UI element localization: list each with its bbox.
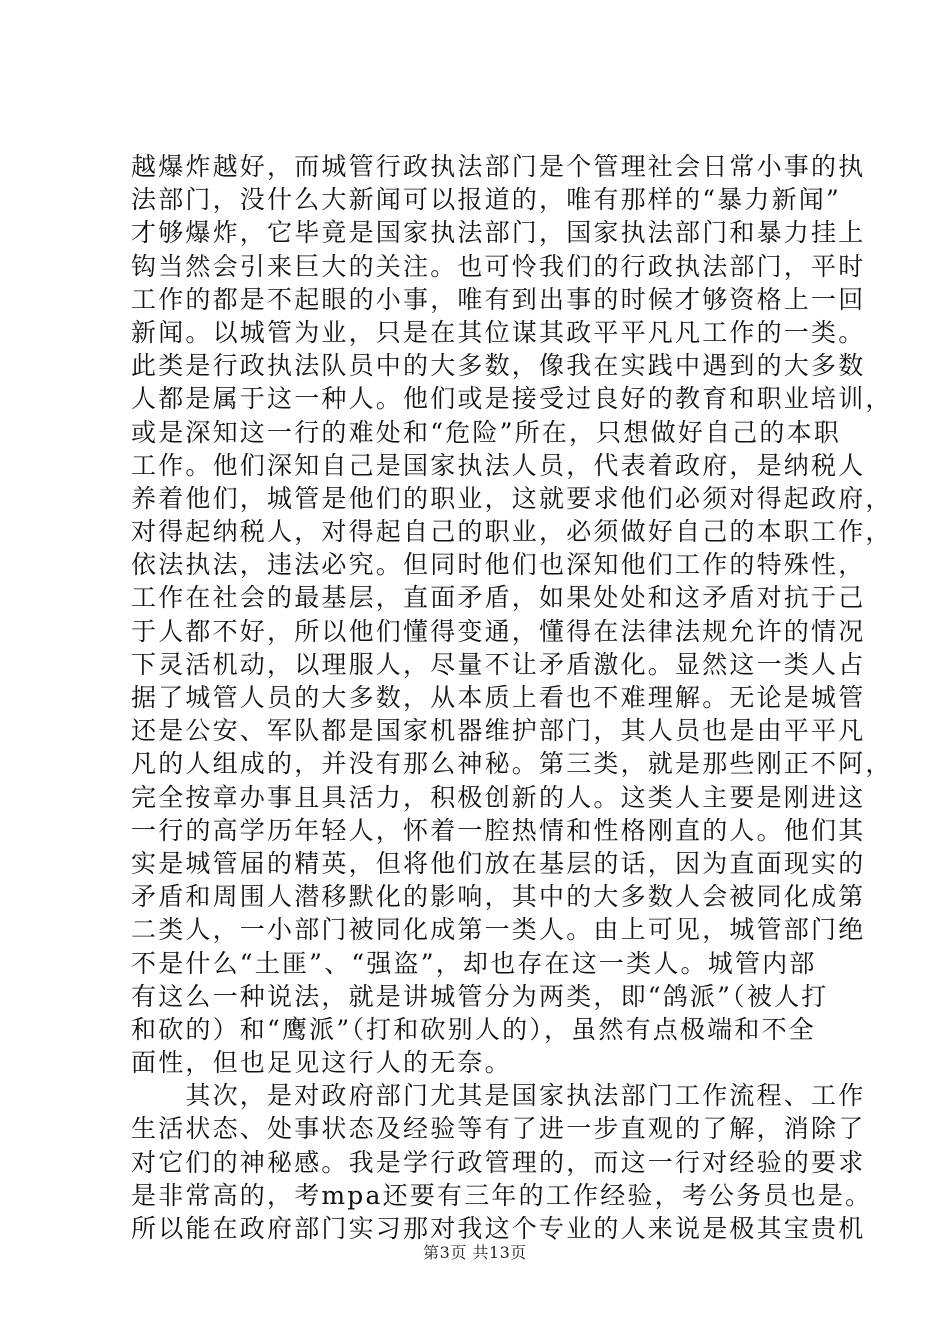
text-line: 依法执法，违法必究。但同时他们也深知他们工作的特殊性， (131, 550, 866, 580)
text-line: 养着他们，城管是他们的职业，这就要求他们必须对得起政府， (131, 483, 893, 513)
text-line: 不是什么“土匪”、“强盗”，却也存在这一类人。城管内部 (131, 948, 817, 978)
text-line: 工作在社会的最基层，直面矛盾，如果处处和这矛盾对抗于己 (131, 583, 866, 613)
text-line: 法部门，没什么大新闻可以报道的，唯有那样的“暴力新闻” (131, 185, 841, 215)
text-line: 和砍的）和“鹰派”（打和砍别人的），虽然有点极端和不全 (131, 1014, 816, 1044)
text-line: 对得起纳税人，对得起自己的职业，必须做好自己的本职工作， (131, 517, 893, 547)
text-line: 越爆炸越好，而城管行政执法部门是个管理社会日常小事的执 (131, 152, 866, 181)
text-line: 完全按章办事且具活力，积极创新的人。这类人主要是刚进这 (131, 782, 866, 812)
text-line: 实是城管届的精英，但将他们放在基层的话，因为直面现实的 (131, 848, 866, 878)
text-line: 还是公安、军队都是国家机器维护部门，其人员也是由平平凡 (131, 716, 866, 746)
text-line: 对它们的神秘感。我是学行政管理的，而这一行对经验的要求 (131, 1147, 866, 1177)
text-line: 或是深知这一行的难处和“危险”所在，只想做好自己的本职 (131, 417, 841, 447)
text-line: 所以能在政府部门实习那对我这个专业的人来说是极其宝贵机 (131, 1214, 866, 1243)
text-line: 其次，是对政府部门尤其是国家执法部门工作流程、工作 (131, 1081, 866, 1111)
text-line: 是非常高的，考mpa还要有三年的工作经验，考公务员也是。 (131, 1180, 873, 1210)
text-line: 生活状态、处事状态及经验等有了进一步直观的了解，消除了 (131, 1114, 866, 1144)
text-line: 此类是行政执法队员中的大多数，像我在实践中遇到的大多数 (131, 351, 866, 381)
text-line: 有这么一种说法，就是讲城管分为两类，即“鸽派”（被人打 (131, 981, 829, 1011)
text-line: 才够爆炸，它毕竟是国家执法部门，国家执法部门和暴力挂上 (131, 218, 866, 248)
text-line: 面性，但也足见这行人的无奈。 (131, 1048, 512, 1078)
text-line: 凡的人组成的，并没有那么神秘。第三类，就是那些刚正不阿， (131, 749, 893, 779)
page-number-footer: 第3页 共13页 (423, 1243, 527, 1262)
text-line: 于人都不好，所以他们懂得变通，懂得在法律法规允许的情况 (131, 616, 866, 646)
text-line: 工作的都是不起眼的小事，唯有到出事的时候才够资格上一回 (131, 284, 866, 314)
document-body (131, 150, 893, 1245)
text-line: 钩当然会引来巨大的关注。也可怜我们的行政执法部门，平时 (131, 251, 866, 281)
text-line: 二类人，一小部门被同化成第一类人。由上可见，城管部门绝 (131, 915, 866, 945)
text-line: 人都是属于这一种人。他们或是接受过良好的教育和职业培训， (131, 384, 893, 414)
text-line: 矛盾和周围人潜移默化的影响，其中的大多数人会被同化成第 (131, 882, 866, 912)
text-line: 据了城管人员的大多数，从本质上看也不难理解。无论是城管 (131, 683, 866, 712)
text-line: 新闻。以城管为业，只是在其位谋其政平平凡凡工作的一类。 (131, 317, 866, 347)
text-line: 下灵活机动，以理服人，尽量不让矛盾激化。显然这一类人占 (131, 649, 866, 679)
text-line: 一行的高学历年轻人，怀着一腔热情和性格刚直的人。他们其 (131, 815, 866, 845)
text-line: 工作。他们深知自己是国家执法人员，代表着政府，是纳税人 (131, 450, 866, 480)
